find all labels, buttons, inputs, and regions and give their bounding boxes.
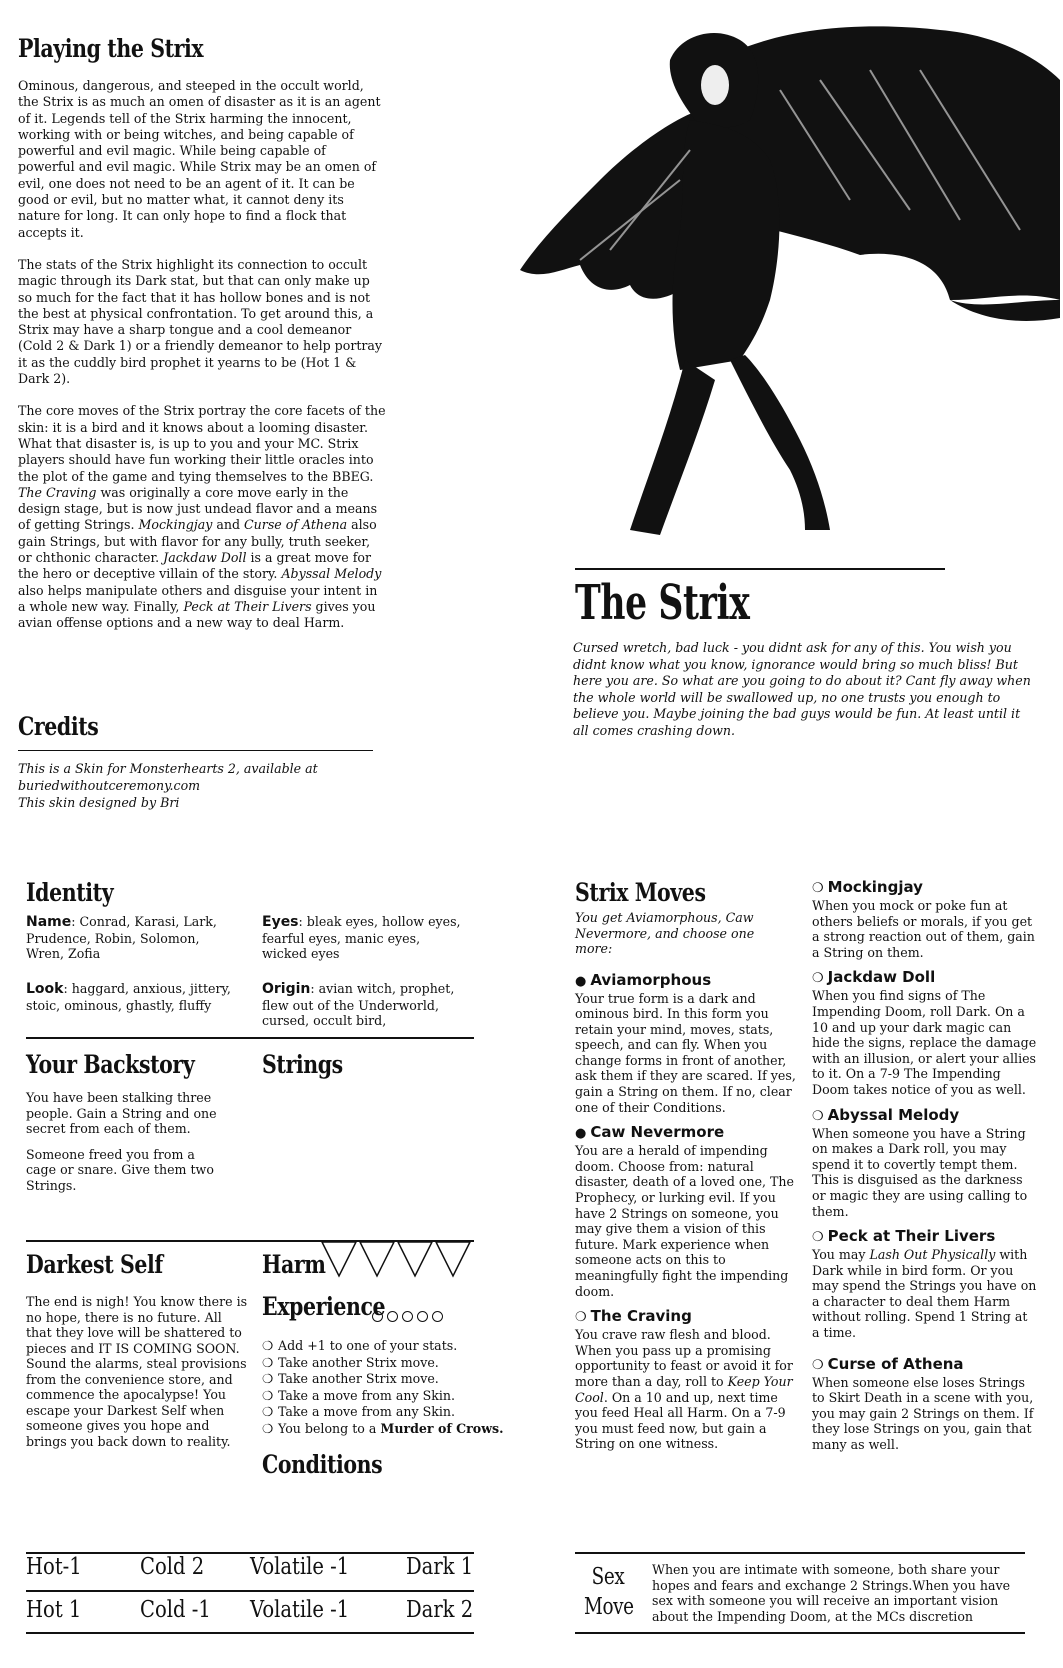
sex-text: When you are intimate with someone, both share your hopes and fears and exchange 2 Strings.When you have sex with someone you will receive an important vision about the Impending Doom, at the MCs discretion — [652, 1562, 1011, 1624]
move-aviamorphous-text: Your true form is a dark and ominous bird. In this form you retain your mind, moves, stats, speech, and can fly. When you change forms in front of another, ask them if they are scared. If yes, gain a String on them. If no, clear one of their Conditions. — [575, 990, 796, 1115]
eyes-value: : bleak eyes, hollow eyes, fearful eyes, manic eyes, wicked eyes — [262, 914, 461, 961]
credits-rule — [18, 750, 373, 751]
xp-circle-1[interactable] — [372, 1311, 383, 1322]
filled-bullet-icon: ● — [575, 973, 587, 989]
darkest-title: Darkest Self — [26, 1250, 163, 1279]
xp-circle-2[interactable] — [387, 1311, 398, 1322]
strings-section — [262, 1050, 462, 1080]
xp-circle-4[interactable] — [417, 1311, 428, 1322]
checkbox-icon: ❍ — [812, 881, 824, 896]
experience-track — [372, 1307, 447, 1326]
backstory-section — [26, 1050, 246, 1193]
stats-row-2 — [26, 1597, 474, 1633]
p3-abyssal: Abyssal Melody — [281, 566, 382, 582]
identity-name — [26, 914, 226, 962]
playing-paragraph-3 — [18, 403, 386, 631]
p3-mockingjay: Mockingjay — [138, 517, 213, 533]
advance-4[interactable]: ❍ Take a move from any Skin. — [262, 1387, 455, 1403]
harm-box-3[interactable] — [398, 1242, 432, 1276]
harm-title: Harm — [262, 1250, 326, 1279]
credits-title: Credits — [18, 712, 99, 741]
stat-volatile-1[interactable]: Volatile -1 — [250, 1554, 350, 1580]
origin-value: : avian witch, prophet, flew out of the Underworld, cursed, occult bird, — [262, 981, 455, 1028]
p3-text-c: and — [212, 517, 245, 533]
identity-rule — [26, 1037, 474, 1039]
stat-volatile-2[interactable]: Volatile -1 — [250, 1597, 350, 1623]
move-aviamorphous-heading[interactable]: ● Aviamorphous — [575, 970, 712, 989]
strings-title: Strings — [262, 1050, 343, 1079]
name-value: : Conrad, Karasi, Lark, Prudence, Robin, Solomon, Wren, Zofia — [26, 914, 217, 961]
p3-curse: Curse of Athena — [244, 517, 348, 533]
stat-dark-2[interactable]: Dark 2 — [406, 1597, 474, 1623]
experience-title: Experience — [262, 1292, 386, 1321]
strix-title: The Strix — [575, 575, 750, 631]
stat-hot-1[interactable]: Hot-1 — [26, 1554, 82, 1580]
sex-label — [578, 1562, 638, 1622]
stat-cold-1[interactable]: Cold 2 — [140, 1554, 205, 1580]
moves-col-2 — [812, 874, 1038, 1453]
checkbox-icon: ❍ — [262, 1338, 274, 1353]
move-peck-text: You may Lash Out Physically with Dark while in bird form. Or you may spend the Strings you have on a character to deal them Harm without rolling. Spend 1 String at a time. — [812, 1247, 1037, 1341]
playing-title: Playing the Strix — [18, 34, 204, 63]
name-label: Name — [26, 914, 72, 930]
strix-title-rule — [575, 568, 945, 570]
move-caw-text: You are a herald of impending doom. Choose from: natural disaster, death of a loved one, The Prophecy, or lurking evil. If you have 2 Strings on someone, you may give them a vision of this future. Mark experience when someone acts on this to meaningfully fight the impending doom. — [575, 1143, 794, 1299]
playing-section — [18, 34, 386, 648]
credits-section — [18, 712, 498, 742]
advance-5[interactable]: ❍ Take a move from any Skin. — [262, 1404, 455, 1419]
backstory-paragraph-2: Someone freed you from a cage or snare. Give them two Strings. — [26, 1146, 214, 1193]
advance-1[interactable]: ❍ Add +1 to one of your stats. — [262, 1338, 458, 1353]
checkbox-icon: ❍ — [812, 1108, 824, 1124]
experience-list — [262, 1338, 512, 1437]
checkbox-icon: ❍ — [575, 1310, 587, 1326]
identity-look — [26, 981, 236, 1013]
p3-text-e: is a great move for the hero or deceptive villain of the story. — [18, 550, 371, 582]
playing-body — [18, 78, 386, 632]
p3-craving: The Craving — [18, 484, 97, 500]
identity-origin — [262, 981, 462, 1029]
origin-label: Origin — [262, 981, 311, 997]
move-craving-heading[interactable]: ❍ The Craving — [575, 1307, 692, 1326]
move-caw-heading[interactable]: ● Caw Nevermore — [575, 1123, 725, 1142]
credits-line-2: This skin designed by Bri — [18, 795, 180, 810]
harm-box-4[interactable] — [436, 1242, 470, 1276]
move-abyssal-text: When someone you have a String on makes a Dark roll, you may spend it to covertly tempt them. This is disguised as the darkness or magic they are using calling to them. — [812, 1125, 1028, 1219]
backstory-paragraph-1: You have been stalking three people. Gain a String and one secret from each of them. — [26, 1090, 217, 1136]
stats-rule-mid — [26, 1590, 474, 1592]
playing-paragraph-1: Ominous, dangerous, and steeped in the occult world, the Strix is as much an omen of disaster as it is an agent of it. Legends tell of the Strix harming the innocent, working with or being witches, and being capable of powerful and evil magic. While being capable of powerful and evil magic. While Strix may be an omen of evil, one does not need to be an agent of it. It can be good or evil, but no matter what, it cannot deny its nature for long. It can only hope to find a flock that accepts it. — [18, 78, 381, 240]
stat-cold-2[interactable]: Cold -1 — [140, 1597, 211, 1623]
p3-text-f: also helps manipulate others and disguise your intent in a whole new way. Finally, — [18, 582, 378, 614]
filled-bullet-icon: ● — [575, 1126, 587, 1142]
checkbox-icon: ❍ — [812, 1357, 824, 1373]
p3-text-d: also gain Strings, but with flavor for any bully, truth seeker, or chthonic character. — [18, 517, 377, 566]
stat-dark-1[interactable]: Dark 1 — [406, 1554, 474, 1580]
strix-title-block — [575, 575, 1015, 631]
p3-jackdaw: Jackdaw Doll — [163, 550, 247, 566]
look-value: : haggard, anxious, jittery, stoic, ominous, ghastly, fluffy — [26, 981, 231, 1013]
identity-eyes — [262, 914, 462, 962]
xp-circle-5[interactable] — [432, 1311, 443, 1322]
look-label: Look — [26, 981, 64, 997]
sex-rule-top — [575, 1552, 1025, 1554]
harm-track — [320, 1240, 475, 1280]
checkbox-icon: ❍ — [262, 1404, 274, 1419]
move-mockingjay-text: When you mock or poke fun at others beliefs or morals, if you get a strong reaction out of them, gain a String on them. — [812, 898, 1035, 960]
credits-line-1: This is a Skin for Monsterhearts 2, available at buriedwithoutceremony.com — [18, 761, 318, 793]
p3-peck: Peck at Their Livers — [183, 598, 312, 614]
checkbox-icon: ❍ — [262, 1387, 274, 1403]
move-craving-text: You crave raw flesh and blood. When you pass up a promising opportunity to feast or avoid it for more than a day, roll to Keep Your Cool. On a 10 and up, next time you feed Heal all Harm. On a 7-9 you must feed now, but gain a String on one witness. — [575, 1327, 793, 1452]
strix-intro: Cursed wretch, bad luck - you didnt ask for any of this. You wish you didnt know what you know, ignorance would bring so much bliss! But here you are. So what are you going to do about it? Cant fly away when the whole world will be swallowed up, no one trusts you enough to believe you. Maybe joining the bad guys would be fun. At least until it all comes crashing down. — [573, 640, 1031, 738]
sex-rule-bottom — [575, 1632, 1025, 1634]
stat-hot-2[interactable]: Hot 1 — [26, 1597, 82, 1623]
p3-text-g: gives you avian offense options and a new way to deal Harm. — [18, 598, 376, 631]
checkbox-icon: ❍ — [812, 971, 824, 987]
move-curse-text: When someone else loses Strings to Skirt Death in a scene with you, you may gain 2 Strings on them. If they lose Strings on you, gain that many as well. — [812, 1374, 1034, 1453]
move-peck-heading[interactable]: ❍ Peck at Their Livers — [812, 1227, 996, 1246]
backstory-body — [26, 1090, 226, 1193]
advance-3[interactable]: ❍ Take another Strix move. — [262, 1371, 439, 1386]
xp-circle-3[interactable] — [402, 1311, 413, 1322]
sex-label-1: Sex — [591, 1564, 625, 1590]
sex-label-2: Move — [584, 1594, 634, 1620]
checkbox-icon: ❍ — [262, 1420, 274, 1436]
checkbox-icon: ❍ — [262, 1354, 274, 1370]
identity-title: Identity — [26, 878, 114, 907]
harm-box-1[interactable] — [322, 1242, 356, 1276]
identity-section — [26, 878, 476, 908]
harm-box-2[interactable] — [360, 1242, 394, 1276]
move-jackdaw-heading[interactable]: ❍ Jackdaw Doll — [812, 968, 936, 987]
moves-subtitle: You get Aviamorphous, Caw Nevermore, and choose one more: — [575, 910, 755, 956]
playing-paragraph-2: The stats of the Strix highlight its connection to occult magic through its Dark stat, but that can only make up so much for the fact that it has hollow bones and is not the best at physical confrontation. To get around this, a Strix may have a sharp tongue and a cool demeanor (Cold 2 & Dark 1) or a friendly demeanor to help portray it as the cuddly bird prophet it yearns to be (Hot 1 & Dark 2). — [18, 256, 383, 387]
moves-title: Strix Moves — [575, 878, 706, 907]
move-abyssal-heading[interactable]: ❍ Abyssal Melody — [812, 1105, 960, 1124]
eyes-label: Eyes — [262, 914, 299, 930]
checkbox-icon: ❍ — [262, 1371, 274, 1386]
darkest-section — [26, 1250, 248, 1449]
checkbox-icon: ❍ — [812, 1230, 824, 1246]
conditions-section — [262, 1450, 482, 1480]
stats-rule-bottom — [26, 1632, 474, 1634]
backstory-title: Your Backstory — [26, 1050, 195, 1079]
advance-6[interactable]: ❍ You belong to a Murder of Crows. — [262, 1420, 504, 1436]
darkest-text: The end is nigh! You know there is no hope, there is no future. All that they love will be shattered to pieces and IT IS COMING SOON. Sound the alarms, steal provisions from the convenience store, and commence the apocalypse! You escape your Darkest Self when someone gives you hope and brings you back down to reality. — [26, 1294, 248, 1449]
advance-2[interactable]: ❍ Take another Strix move. — [262, 1354, 439, 1370]
p3-text-b: was originally a core move early in the design stage, but is now just undead flavor and a means of getting Strings. — [18, 484, 378, 533]
move-curse-heading[interactable]: ❍ Curse of Athena — [812, 1354, 964, 1373]
credits-text — [18, 760, 498, 811]
move-mockingjay-heading[interactable]: ❍ Mockingjay — [812, 878, 923, 896]
stats-row-1 — [26, 1554, 474, 1590]
conditions-title: Conditions — [262, 1450, 383, 1479]
p3-text-a: The core moves of the Strix portray the core facets of the skin: it is a bird and it knows about a looming disaster. What that disaster is, is up to you and your MC. Strix players should have fun working their little oracles into the plot of the game and tying themselves to the BBEG. — [18, 403, 386, 484]
moves-col-1 — [575, 878, 801, 1452]
strix-illustration — [520, 0, 1063, 560]
move-jackdaw-text: When you find signs of The Impending Doom, roll Dark. On a 10 and up your dark magic can hide the signs, replace the damage with an illusion, or alert your allies to it. On a 7-9 The Impending Doom takes notice of you as well. — [812, 988, 1037, 1097]
